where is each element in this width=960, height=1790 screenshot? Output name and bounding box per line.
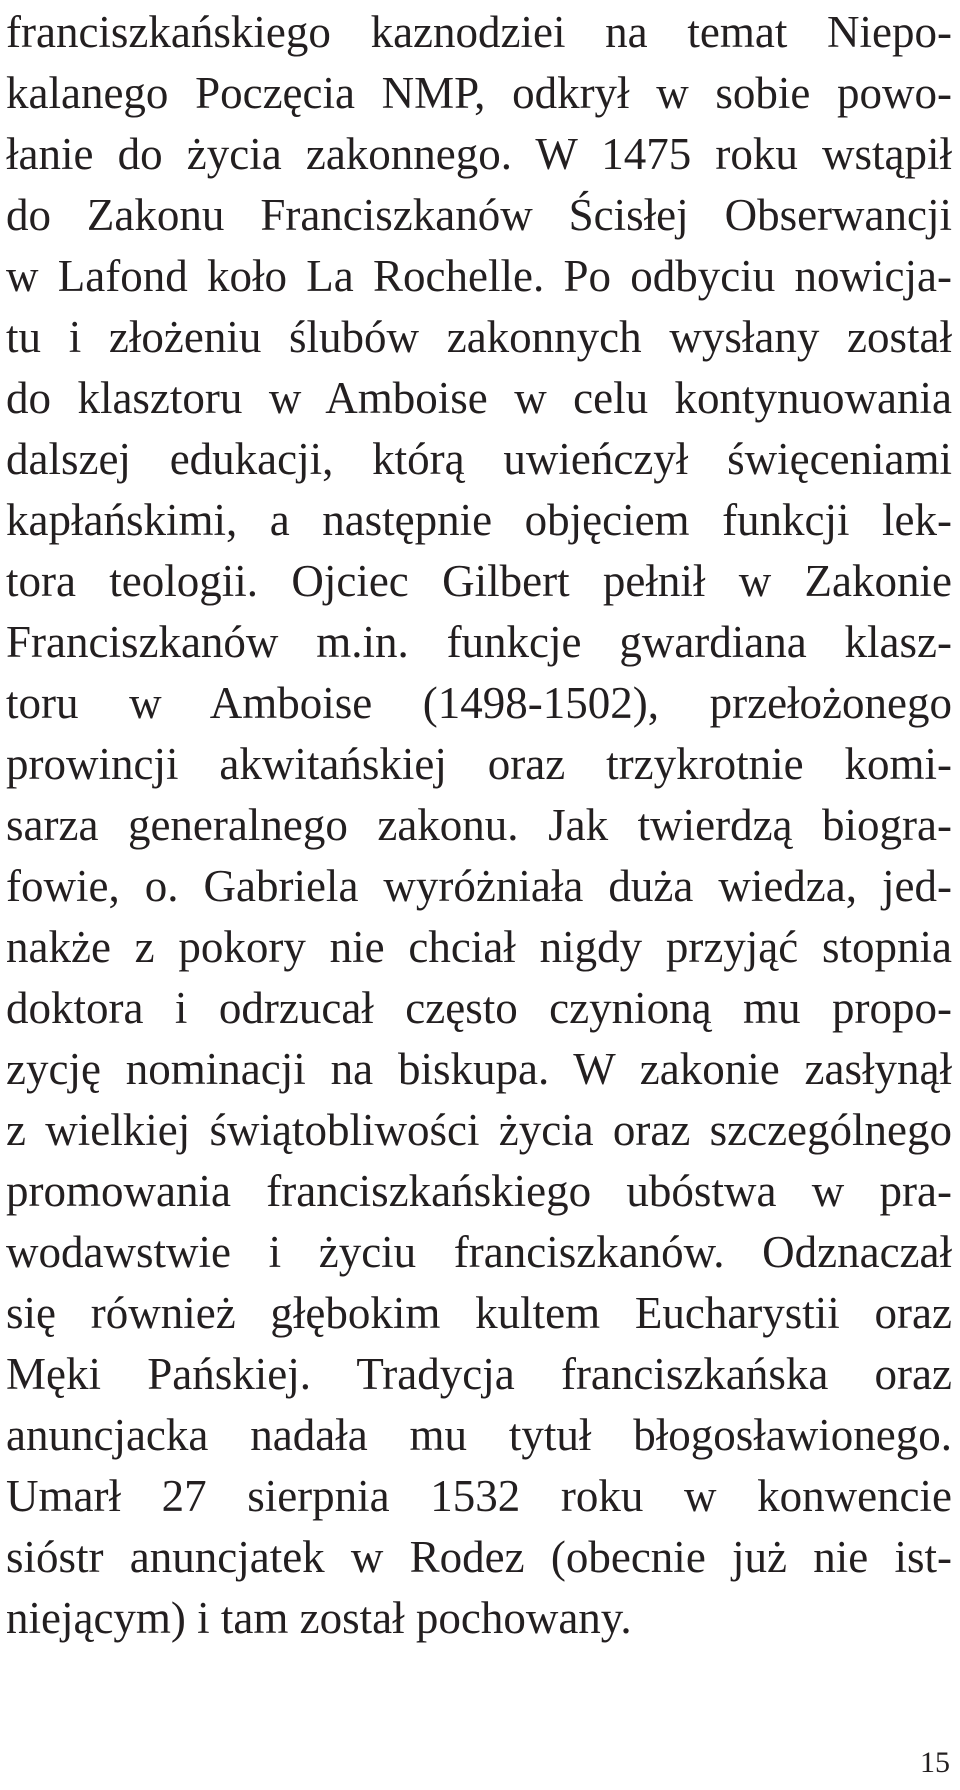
text-line: z wielkiej świątobliwości życia oraz szczególnego <box>6 1105 952 1155</box>
text-line: toru w Amboise (1498-1502), przełożonego <box>6 678 952 728</box>
text-line: dalszej edukacji, którą uwieńczył święceniami <box>6 434 952 484</box>
text-line: tu i złożeniu ślubów zakonnych wysłany został <box>6 312 952 362</box>
text-line: nakże z pokory nie chciał nigdy przyjąć stopnia <box>6 922 952 972</box>
text-line: Franciszkanów m.in. funkcje gwardiana klasz- <box>6 617 952 667</box>
text-line: sarza generalnego zakonu. Jak twierdzą biogra- <box>6 800 952 850</box>
text-line: się również głębokim kultem Eucharystii oraz <box>6 1288 952 1338</box>
text-line: kapłańskimi, a następnie objęciem funkcji lek- <box>6 495 952 545</box>
text-line: niejącym) i tam został pochowany. <box>6 1593 632 1643</box>
text-line: zycję nominacji na biskupa. W zakonie zasłynął <box>6 1044 952 1094</box>
text-line: łanie do życia zakonnego. W 1475 roku wstąpił <box>6 129 952 179</box>
body-text <box>6 2 952 1649</box>
text-line: w Lafond koło La Rochelle. Po odbyciu nowicja- <box>6 251 952 301</box>
page-number: 15 <box>920 1746 950 1779</box>
text-line: tora teologii. Ojciec Gilbert pełnił w Zakonie <box>6 556 952 606</box>
text-line: do klasztoru w Amboise w celu kontynuowania <box>6 373 952 423</box>
text-line: prowincji akwitańskiej oraz trzykrotnie komi- <box>6 739 952 789</box>
text-line: Umarł 27 sierpnia 1532 roku w konwencie <box>6 1471 952 1521</box>
text-line: anuncjacka nadała mu tytuł błogosławionego. <box>6 1410 952 1460</box>
text-line: kalanego Poczęcia NMP, odkrył w sobie powo- <box>6 68 952 118</box>
text-line: Męki Pańskiej. Tradycja franciszkańska oraz <box>6 1349 952 1399</box>
text-line: doktora i odrzucał często czynioną mu propo- <box>6 983 952 1033</box>
text-line: wodawstwie i życiu franciszkanów. Odznaczał <box>6 1227 952 1277</box>
text-line: fowie, o. Gabriela wyróżniała duża wiedza, jed- <box>6 861 952 911</box>
text-line: do Zakonu Franciszkanów Ścisłej Obserwancji <box>6 190 952 240</box>
text-line: promowania franciszkańskiego ubóstwa w pra- <box>6 1166 952 1216</box>
text-line: sióstr anuncjatek w Rodez (obecnie już nie ist- <box>6 1532 952 1582</box>
text-line: franciszkańskiego kaznodziei na temat Niepo- <box>6 7 952 57</box>
